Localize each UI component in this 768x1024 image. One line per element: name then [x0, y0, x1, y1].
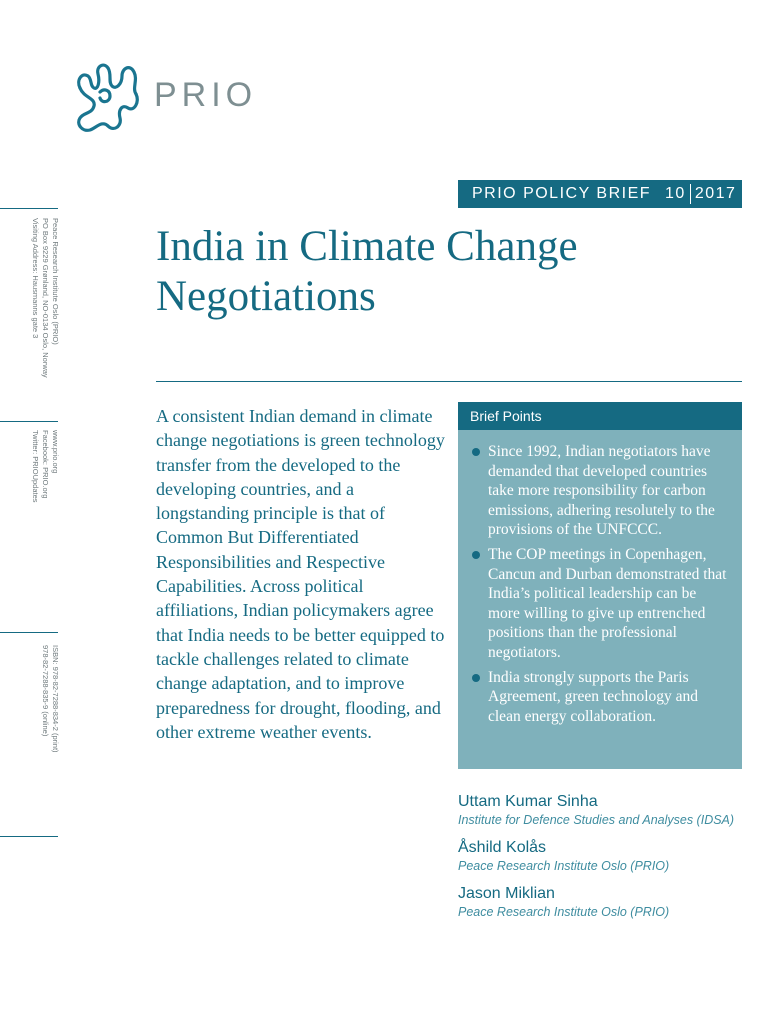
sidebar-web-line-3: Twitter: PRIOUpdates — [31, 430, 40, 503]
brief-issue-number: 10 — [665, 185, 686, 202]
brief-points-heading: Brief Points — [458, 402, 742, 430]
prio-logo — [72, 58, 262, 138]
title-divider — [156, 381, 742, 382]
sidebar-address-line-1: Peace Research Institute Oslo (PRIO) — [51, 218, 60, 345]
brief-point-text: India strongly supports the Paris Agreement, green technology and clean energy collaboration. — [488, 668, 699, 725]
sidebar-isbn-line-2: 978-82-7288-835-9 (online) — [41, 645, 50, 737]
author-name: Åshild Kolås — [458, 839, 547, 856]
author-name: Uttam Kumar Sinha — [458, 793, 598, 810]
document-title: India in Climate Change Negotiations — [156, 223, 578, 320]
prio-logo-icon — [72, 58, 148, 138]
policy-brief-bar — [458, 180, 742, 208]
brief-point — [488, 545, 732, 663]
author-affiliation: Institute for Defence Studies and Analyses (IDSA) — [458, 813, 735, 827]
sidebar-web — [30, 430, 60, 503]
brief-point — [488, 442, 732, 540]
bullet-icon — [472, 674, 480, 682]
bullet-icon — [472, 551, 480, 559]
author-name: Jason Miklian — [458, 885, 555, 902]
sidebar-isbn — [40, 645, 60, 753]
author-entry — [458, 838, 748, 874]
authors-list — [458, 792, 748, 930]
sidebar-isbn-line-1: ISBN: 978-82-7288-834-2 (print) — [51, 645, 60, 753]
brief-points-box — [458, 402, 742, 769]
brief-point-text: Since 1992, Indian negotiators have demanded that developed countries take more responsibility for carbon emissions, adhering resolutely to the provisions of the UNFCCC. — [488, 443, 715, 539]
author-entry — [458, 884, 748, 920]
sidebar-address — [30, 218, 60, 378]
author-entry — [458, 792, 748, 828]
brief-point — [488, 668, 732, 727]
sidebar-address-line-3: Visiting Address: Hausmanns gate 3 — [31, 218, 40, 339]
sidebar-address-line-2: PO Box 9229 Grønland, NO-0134 Oslo, Norway — [41, 218, 50, 378]
intro-paragraph: A consistent Indian demand in climate change negotiations is green technology transfer from the developed to the developing countries, and a longstanding principle is that of Common But Differentiated Responsibilities and Respective Capabilities. Across political affiliations, Indian policymakers agree that India needs to be better equipped to tackle challenges related to climate change adaptation, and to improve preparedness for drought, flooding, and other extreme weather events. — [156, 406, 445, 742]
brief-point-text: The COP meetings in Copenhagen, Cancun and Durban demonstrated that India’s political leadership can be more willing to give up entrenched positions than the professional negotiators. — [488, 545, 727, 661]
brief-divider — [690, 184, 691, 204]
brief-points-list — [458, 430, 742, 726]
logo-text: PRIO — [154, 76, 258, 114]
policy-brief-label: PRIO POLICY BRIEF — [472, 185, 652, 202]
author-affiliation: Peace Research Institute Oslo (PRIO) — [458, 859, 670, 873]
sidebar-rule-3 — [0, 632, 58, 633]
author-affiliation: Peace Research Institute Oslo (PRIO) — [458, 905, 670, 919]
sidebar-rule-2 — [0, 421, 58, 422]
sidebar-rule-4 — [0, 836, 58, 837]
sidebar-rule-1 — [0, 208, 58, 209]
brief-year: 2017 — [694, 185, 737, 202]
bullet-icon — [472, 448, 480, 456]
sidebar-web-line-2: Facebook: PRIO.org — [41, 430, 50, 499]
sidebar-web-line-1: www.prio.org — [51, 430, 60, 474]
